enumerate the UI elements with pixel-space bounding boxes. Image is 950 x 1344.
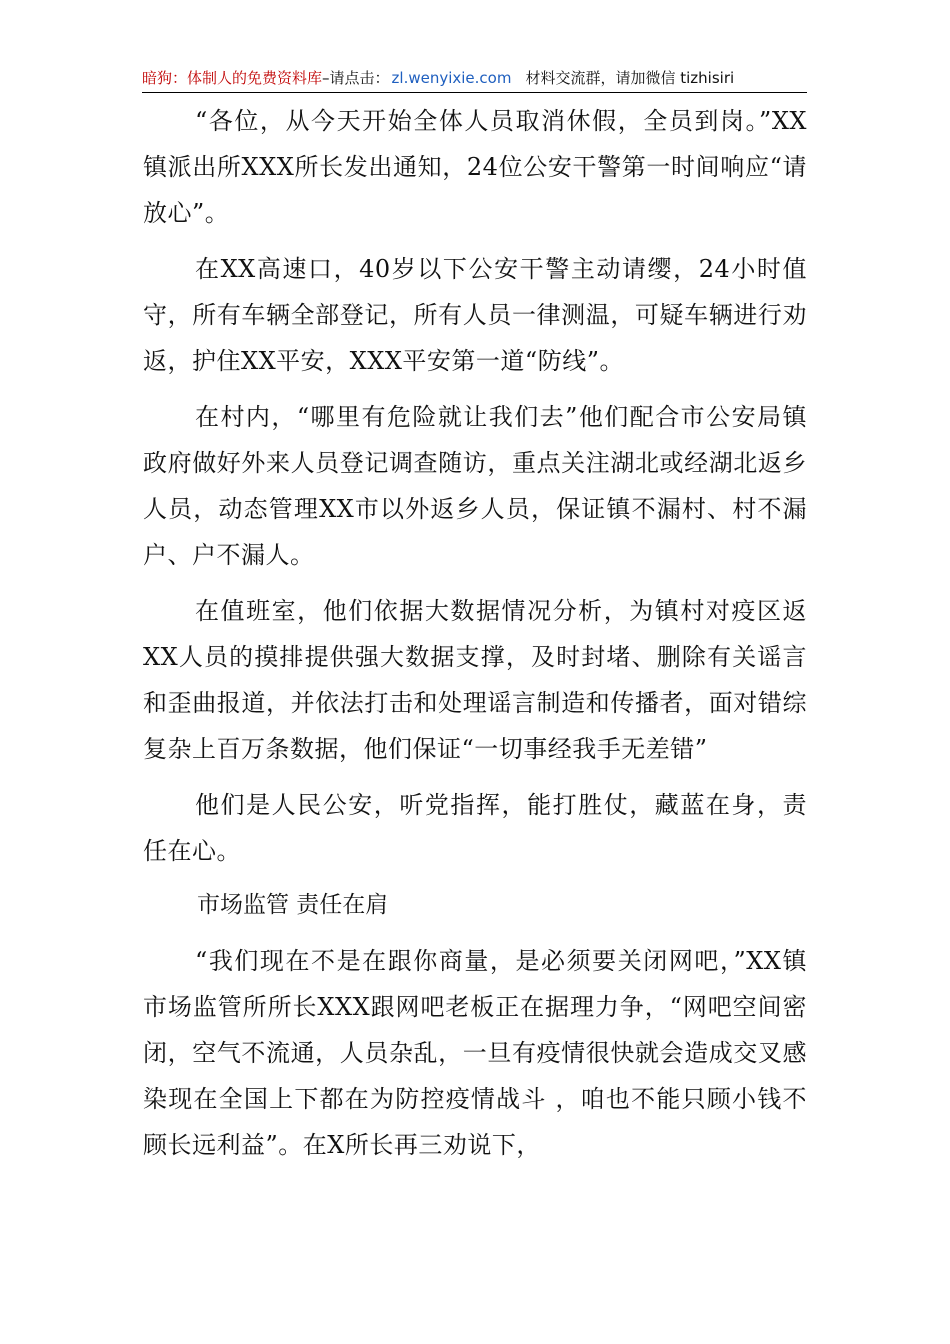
paragraph: 在村内，“哪里有危险就让我们去”他们配合市公安局镇政府做好外来人员登记调查随访，重点关注湖北或经湖北返乡人员，动态管理XX市以外返乡人员，保证镇不漏村、村不漏户、户不漏人。 — [143, 403, 807, 569]
header-link[interactable]: zl.wenyixie.com — [391, 69, 512, 87]
header-prompt: –请点击： — [322, 69, 390, 87]
paragraph: 在值班室，他们依据大数据情况分析，为镇村对疫区返XX人员的摸排提供强大数据支撑，及时封堵、删除有关谣言和歪曲报道，并依法打击和处理谣言制造和传播者，面对错综复杂上百万条数据，他们保证“一切事经我手无差错” — [143, 597, 807, 763]
header-contact: 材料交流群，请加微信 tizhisiri — [525, 69, 735, 87]
paragraph: “各位，从今天开始全体人员取消休假，全员到岗。”XX镇派出所XXX所长发出通知，24位公安干警第一时间响应“请放心”。 — [143, 107, 807, 227]
paragraph: “我们现在不是在跟你商量，是必须要关闭网吧，”XX镇市场监管所所长XXX跟网吧老板正在据理力争，“网吧空间密闭，空气不流通，人员杂乱，一旦有疫情很快就会造成交叉感染现在全国上下都在为防控疫情战斗 ，咱也不能只顾小钱不顾长远利益”。在X所长再三劝说下， — [143, 947, 807, 1159]
paragraph: 在XX高速口，40岁以下公安干警主动请缨，24小时值守，所有车辆全部登记，所有人员一律测温，可疑车辆进行劝返，护住XX平安，XXX平安第一道“防线”。 — [143, 255, 807, 375]
document-body — [143, 98, 807, 1168]
paragraph: 他们是人民公安，听党指挥，能打胜仗，藏蓝在身，责任在心。 — [143, 791, 807, 865]
page-header — [142, 64, 807, 93]
header-brand: 暗狗：体制人的免费资料库 — [142, 69, 323, 87]
section-heading: 市场监管 责任在肩 — [197, 892, 389, 918]
